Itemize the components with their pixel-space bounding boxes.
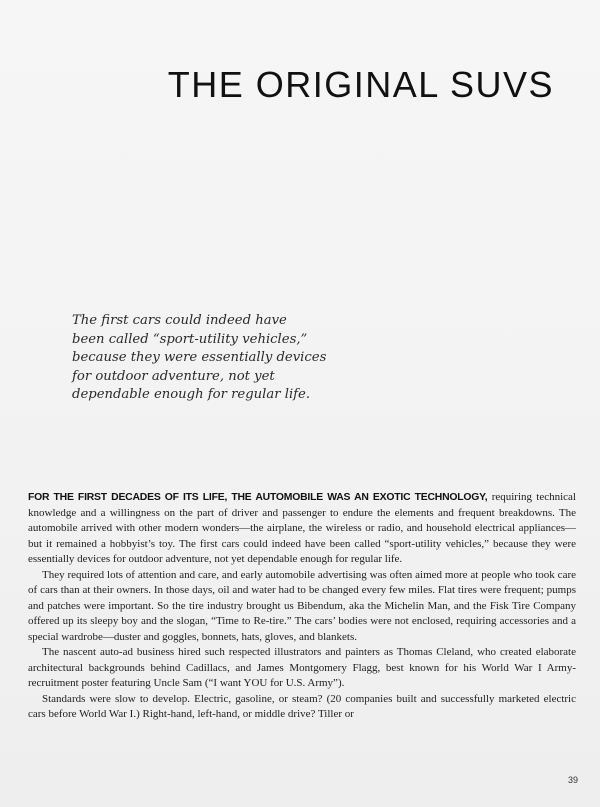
paragraph-3: The nascent auto-ad business hired such respected illustrators and painters as Thomas Cleland, who created elaborate architectural backgrounds behind Cadillacs, and James Montgomery Flagg, best known for his World War I Army-recruitment poster featuring Uncle Sam (“I want YOU for U.S. Army”). [28, 646, 576, 689]
lead-in: FOR THE FIRST DECADES OF ITS LIFE, THE AUTOMOBILE WAS AN EXOTIC TECHNOLOGY, [28, 492, 488, 503]
pull-quote-line: for outdoor adventure, not yet [72, 368, 275, 384]
pull-quote-line: The first cars could indeed have [72, 313, 287, 328]
pull-quote [72, 312, 362, 405]
page-number: 39 [567, 775, 578, 785]
pull-quote-line: been called “sport-utility vehicles,” [72, 331, 308, 347]
pull-quote-line: dependable enough for regular life. [72, 387, 311, 402]
paragraph-1 [28, 490, 576, 568]
paragraph-1-text: requiring technical knowledge and a willingness on the part of driver and passenger to endure the elements and frequent breakdowns. The automobile arrived with other modern wonders—the airplane, the wireless or radio, and household electrical appliances—but it remained a hobbyist’s toy. The first cars could indeed have been called “sport-utility vehicles,” because they were essentially devices for outdoor adventure, not yet dependable enough for regular life. [28, 491, 576, 565]
body-text [28, 490, 576, 723]
paragraph-2: They required lots of attention and care, and early automobile advertising was often aimed more at people who took care of cars than at their owners. In those days, oil and water had to be changed every few miles. Flat tires were frequent; pumps and patches were important. So the tire industry brought us Bibendum, aka the Michelin Man, and the Fisk Tire Company offered up its sleepy boy and the slogan, “Time to Re-tire.” The cars’ bodies were not enclosed, requiring accessories and a special wardrobe—duster and goggles, bonnets, hats, gloves, and blankets. [28, 568, 576, 643]
pull-quote-line: because they were essentially devices [72, 350, 327, 365]
paragraph-4: Standards were slow to develop. Electric, gasoline, or steam? (20 companies built and successfully marketed electric cars before World War I.) Right-hand, left-hand, or middle drive? Tiller or [28, 692, 576, 720]
page-title: THE ORIGINAL SUVS [167, 64, 554, 106]
